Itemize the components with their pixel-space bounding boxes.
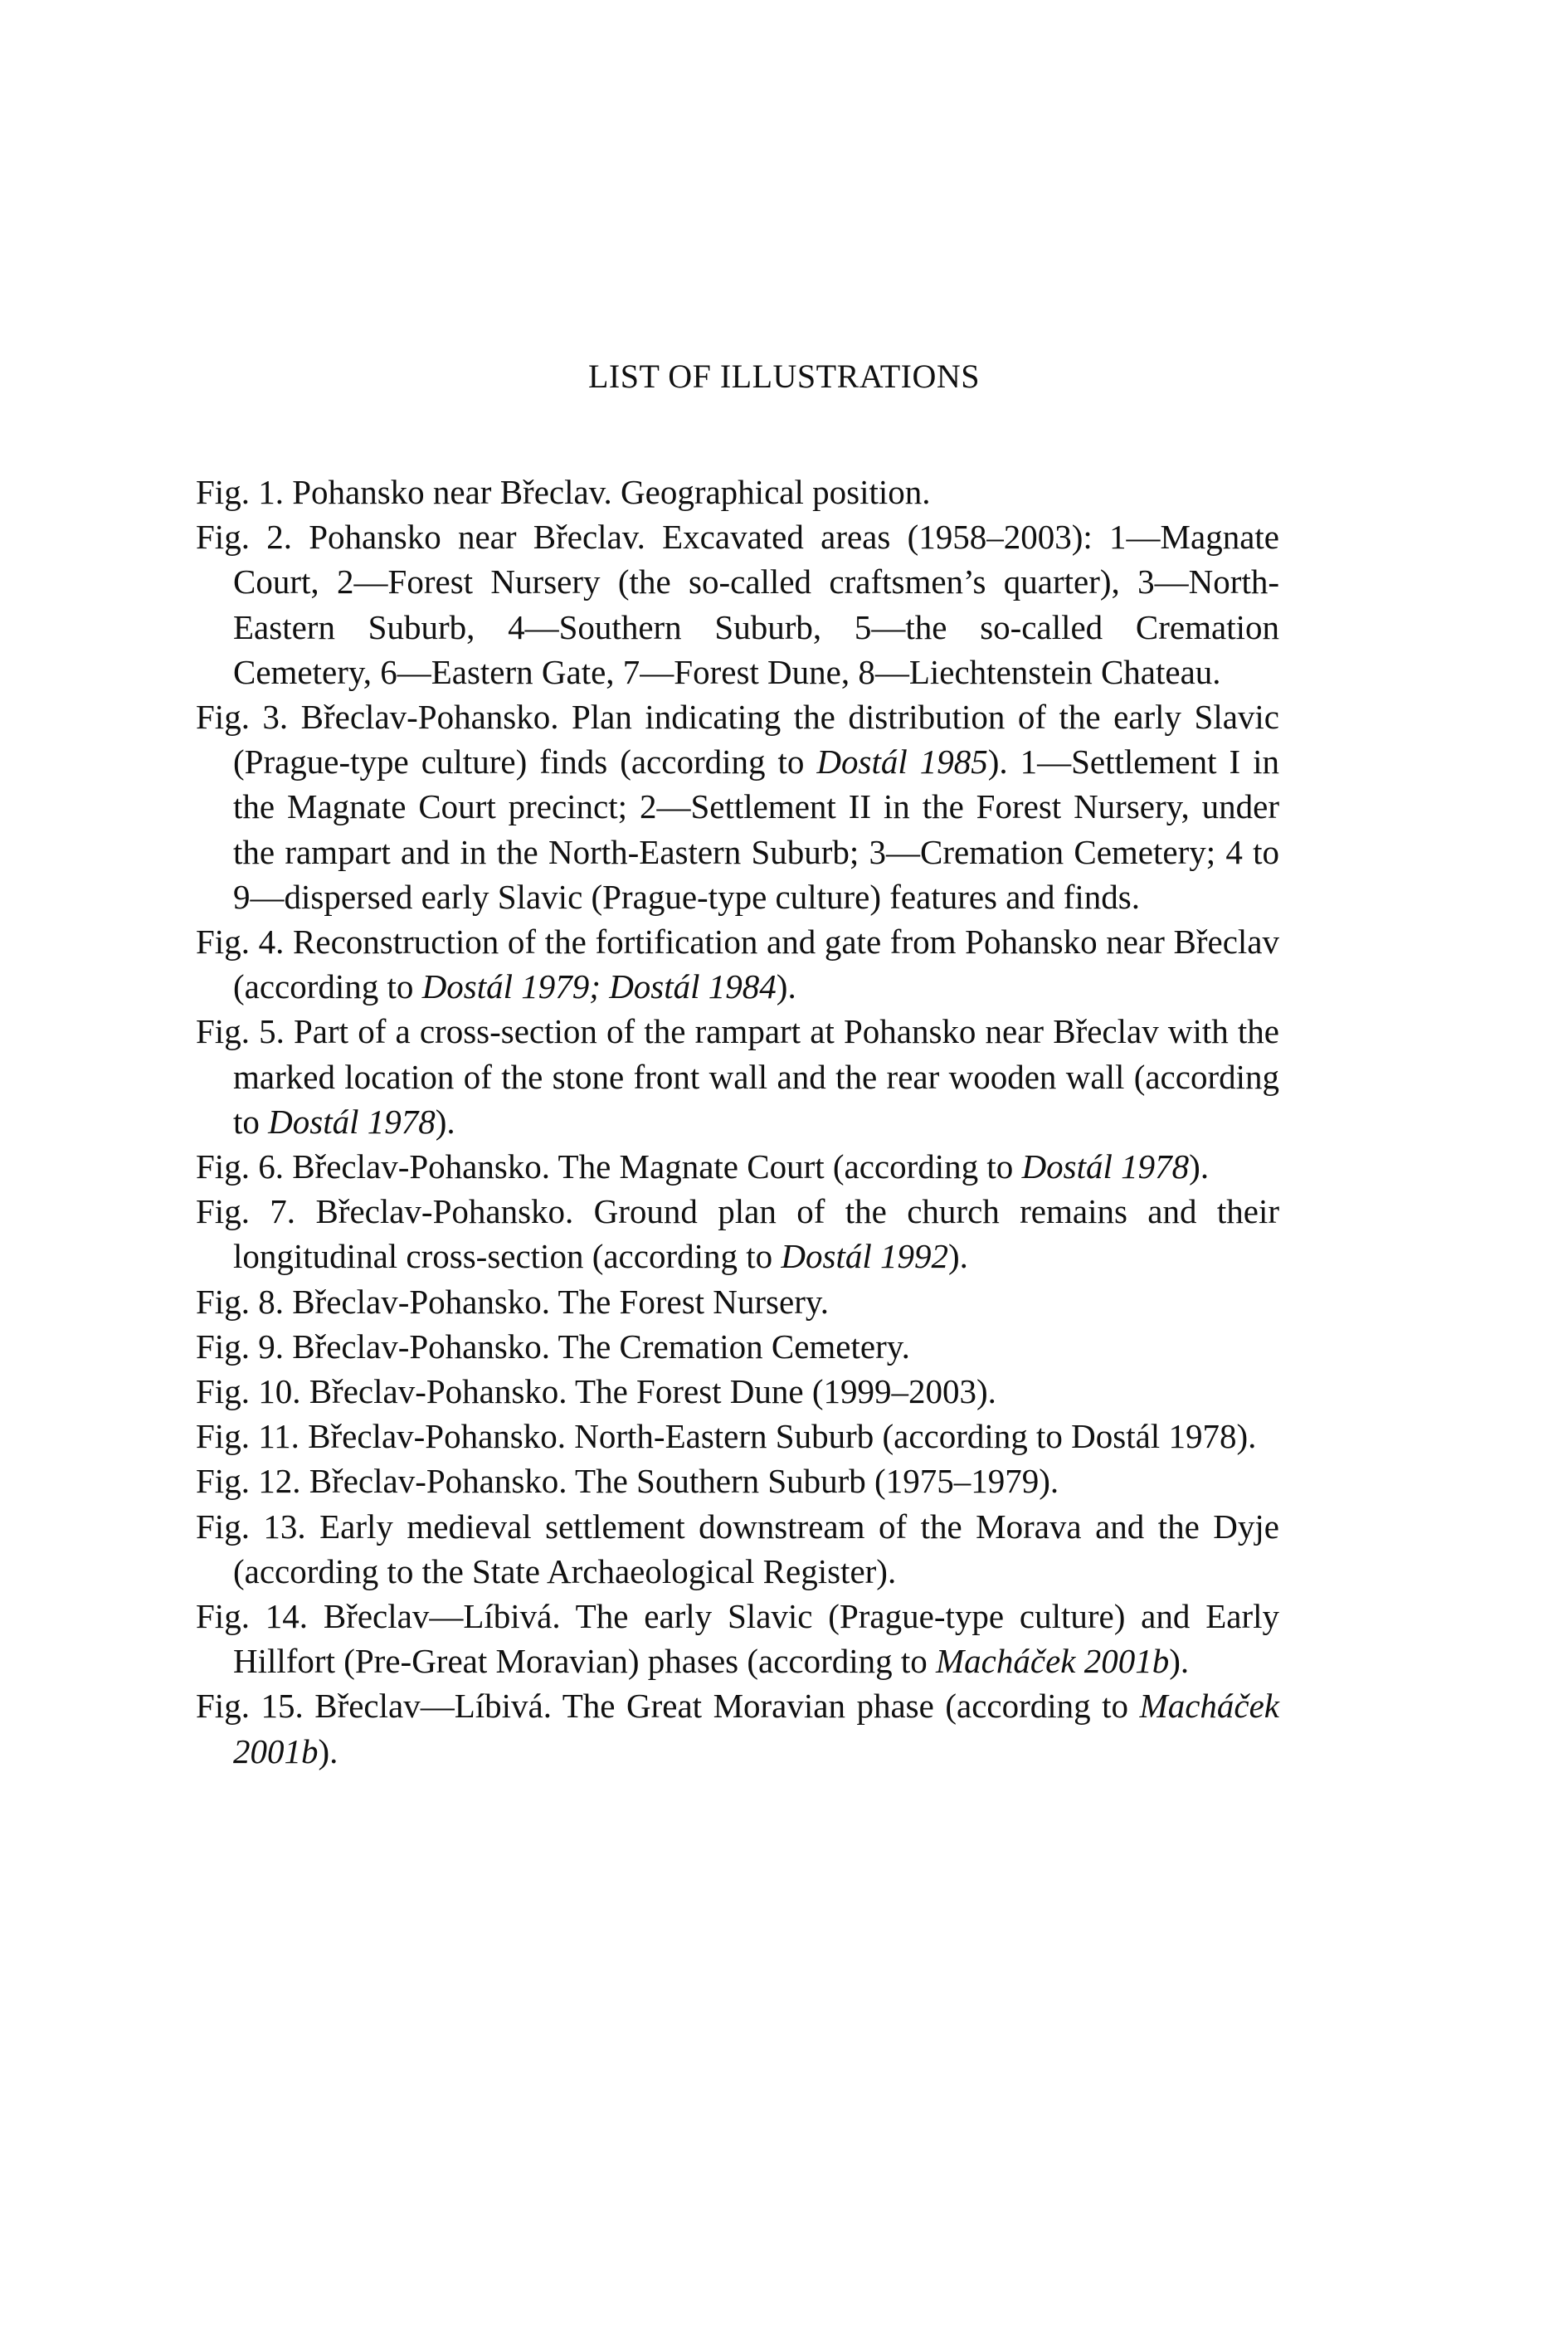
- list-item: [196, 1594, 1279, 1683]
- list-item: [196, 514, 1279, 694]
- figure-caption-continued: ).: [318, 1731, 338, 1770]
- illustrations-list: [196, 470, 1279, 1774]
- list-item: [196, 694, 1279, 919]
- list-item: [196, 919, 1279, 1009]
- figure-label: Fig. 2.: [196, 518, 292, 557]
- citation: Dostál 1992: [781, 1237, 948, 1276]
- figure-caption-continued: ).: [776, 967, 796, 1006]
- figure-caption: Part of a cross-section of the rampart at Pohansko near Břeclav with the marked location of the stone front wall and the rear wooden wall (according to: [233, 1012, 1279, 1141]
- figure-caption: Pohansko near Břeclav. Geographical position.: [292, 473, 931, 511]
- figure-caption: Břeclav-Pohansko. The Cremation Cemetery.: [292, 1327, 910, 1366]
- citation: Dostál 1978: [1021, 1147, 1190, 1186]
- figure-label: Fig. 6.: [196, 1147, 284, 1186]
- list-item: [196, 1458, 1279, 1503]
- list-item: [196, 1504, 1279, 1594]
- figure-caption-continued: ). 1—Settlement I in the Magnate Court precinct; 2—Settlement II in the Forest Nursery, under the rampart and in the North-Eastern Suburb; 3—Cremation Cemetery; 4 to 9—dispersed early Slavic (Prague-type culture) features and finds.: [233, 743, 1279, 916]
- figure-label: Fig. 15.: [196, 1687, 304, 1726]
- figure-label: Fig. 11.: [196, 1417, 299, 1456]
- citation: Dostál 1985: [816, 743, 988, 782]
- figure-caption: Pohansko near Břeclav. Excavated areas (1958–2003): 1—Magnate Court, 2—Forest Nursery (the so-called craftsmen’s quarter), 3—North-Eastern Suburb, 4—Southern Suburb, 5—the so-called Cremation Cemetery, 6—Eastern Gate, 7—Forest Dune, 8—Liechtenstein Chateau.: [233, 518, 1279, 691]
- figure-caption: Early medieval settlement downstream of the Morava and the Dyje (according to the State Archaeological Register).: [233, 1507, 1280, 1590]
- figure-caption-continued: ).: [1169, 1642, 1190, 1681]
- list-item: [196, 1009, 1279, 1144]
- figure-caption: Břeclav-Pohansko. Plan indicating the distribution of the early Slavic (Prague-type culture) finds (according to: [233, 698, 1279, 782]
- figure-caption-continued: ).: [1189, 1147, 1210, 1186]
- figure-caption: Reconstruction of the fortification and gate from Pohansko near Břeclav (according to: [233, 923, 1280, 1006]
- list-item: [196, 1279, 1279, 1324]
- figure-caption: Břeclav-Pohansko. The Magnate Court (according to: [292, 1147, 1022, 1186]
- figure-caption: Břeclav—Líbivá. The early Slavic (Prague-type culture) and Early Hillfort (Pre-Great Moravian) phases (according to: [233, 1597, 1279, 1681]
- list-item: [196, 1324, 1279, 1369]
- figure-caption: Břeclav-Pohansko. The Forest Dune (1999–2003).: [309, 1372, 996, 1411]
- figure-caption: Břeclav-Pohansko. The Southern Suburb (1975–1979).: [309, 1462, 1059, 1501]
- list-item: [196, 1189, 1279, 1278]
- list-item: [196, 1144, 1279, 1189]
- figure-caption: Břeclav—Líbivá. The Great Moravian phase (according to: [314, 1687, 1140, 1726]
- figure-label: Fig. 9.: [196, 1327, 284, 1366]
- list-item: [196, 1683, 1279, 1773]
- figure-caption-continued: ).: [435, 1102, 455, 1141]
- figure-label: Fig. 1.: [196, 473, 284, 511]
- figure-label: Fig. 5.: [196, 1012, 285, 1051]
- figure-caption: Břeclav-Pohansko. North-Eastern Suburb (according to Dostál 1978).: [308, 1417, 1257, 1456]
- figure-caption-continued: ).: [948, 1237, 968, 1276]
- figure-label: Fig. 13.: [196, 1507, 306, 1546]
- figure-label: Fig. 10.: [196, 1372, 301, 1411]
- citation: Macháček 2001b: [233, 1687, 1279, 1770]
- citation: Dostál 1979; Dostál 1984: [421, 967, 777, 1006]
- figure-label: Fig. 14.: [196, 1597, 309, 1636]
- figure-label: Fig. 7.: [196, 1192, 296, 1231]
- figure-label: Fig. 12.: [196, 1462, 301, 1501]
- page-title: LIST OF ILLUSTRATIONS: [587, 358, 980, 395]
- list-item: [196, 470, 1279, 514]
- figure-caption: Břeclav-Pohansko. The Forest Nursery.: [292, 1282, 829, 1321]
- citation: Macháček 2001b: [936, 1642, 1170, 1681]
- citation: Dostál 1978: [268, 1102, 436, 1141]
- figure-label: Fig. 8.: [196, 1282, 284, 1321]
- figure-caption: Břeclav-Pohansko. Ground plan of the church remains and their longitudinal cross-section (according to: [233, 1192, 1279, 1276]
- figure-label: Fig. 3.: [196, 698, 289, 737]
- list-item: [196, 1414, 1279, 1458]
- list-item: [196, 1369, 1279, 1414]
- figure-label: Fig. 4.: [196, 923, 285, 962]
